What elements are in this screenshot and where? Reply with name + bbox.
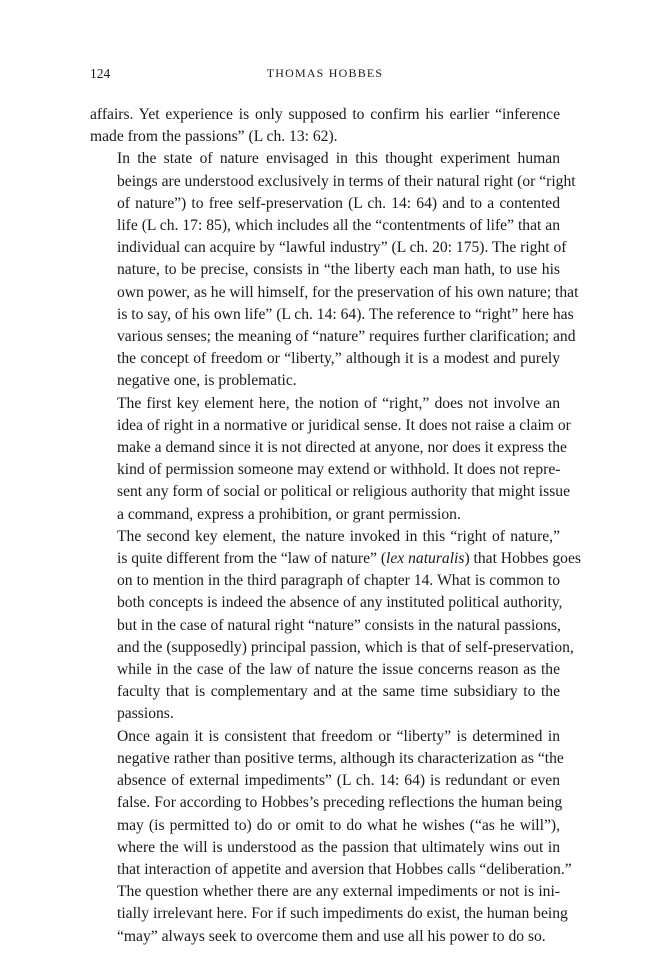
text-line: The first key element here, the notion of “right,” does not involve an <box>117 394 560 412</box>
text-line: faculty that is complementary and at the same time subsidiary to the <box>117 683 560 701</box>
text-line <box>90 548 581 570</box>
text-line: affairs. Yet experience is only supposed to confirm his earlier “inference <box>90 106 560 123</box>
text-line: a command, express a prohibition, or grant permission. <box>117 505 461 523</box>
text-line: various senses; the meaning of “nature” requires further clarification; and <box>117 328 576 346</box>
text-line: life (L ch. 17: 85), which includes all the “contentments of life” that an <box>117 217 560 235</box>
text-line: “may” always seek to overcome them and use all his power to do so. <box>117 927 546 945</box>
text-line: where the will is understood as the passion that ultimately wins out in <box>117 838 560 856</box>
text-line: made from the passions” (L ch. 13: 62). <box>90 128 338 146</box>
paragraph <box>90 148 579 392</box>
text-line: and the (supposedly) principal passion, which is that of self-preservation, <box>117 638 574 656</box>
text-line: false. For according to Hobbes’s preceding reflections the human being <box>117 794 563 812</box>
text-line: In the state of nature envisaged in this thought experiment human <box>117 150 560 168</box>
text-line: nature, to be precise, consists in “the liberty each man hath, to use his <box>117 261 560 279</box>
italic-phrase: lex naturalis <box>386 550 465 568</box>
text-line: beings are understood exclusively in terms of their natural right (or “right <box>117 172 576 190</box>
text-line: the concept of freedom or “liberty,” although it is a modest and purely <box>117 350 560 368</box>
text-line: while in the case of the law of nature the issue concerns reason as the <box>117 661 560 679</box>
page-header <box>90 66 560 86</box>
text-segment: is quite different from the “law of nature” ( <box>117 550 387 568</box>
paragraph <box>90 526 581 726</box>
text-line: is to say, of his own life” (L ch. 14: 64). The reference to “right” here has <box>117 305 574 323</box>
text-line: both concepts is indeed the absence of any instituted political authority, <box>117 594 563 612</box>
text-line: that interaction of appetite and aversion that Hobbes calls “deliberation.” <box>117 860 572 878</box>
text-line: absence of external impediments” (L ch. 14: 64) is redundant or even <box>117 772 560 790</box>
text-line: tially irrelevant here. For if such impediments do exist, the human being <box>117 905 568 923</box>
text-line: on to mention in the third paragraph of chapter 14. What is common to <box>117 572 560 590</box>
text-segment: ) that Hobbes goes <box>464 550 581 568</box>
text-line: own power, as he will himself, for the preservation of his own nature; that <box>117 283 579 301</box>
text-line: kind of permission someone may extend or withhold. It does not repre- <box>117 461 561 479</box>
text-line: make a demand since it is not directed at anyone, nor does it express the <box>117 439 567 457</box>
text-line: The second key element, the nature invoked in this “right of nature,” <box>117 527 560 545</box>
running-head: THOMAS HOBBES <box>266 66 384 80</box>
text-line: of nature”) to free self-preservation (L ch. 14: 64) and to a contented <box>117 194 560 212</box>
text-line: but in the case of natural right “nature” consists in the natural passions, <box>117 616 561 634</box>
text-line: may (is permitted to) do or omit to do what he wishes (“as he will”), <box>117 816 560 834</box>
text-line: passions. <box>117 705 174 723</box>
body-text <box>90 104 581 948</box>
text-line: individual can acquire by “lawful industry” (L ch. 20: 175). The right of <box>117 239 567 257</box>
paragraph <box>90 393 571 526</box>
text-line: The question whether there are any external impediments or not is ini- <box>117 883 560 901</box>
text-line: Once again it is consistent that freedom or “liberty” is determined in <box>117 727 560 745</box>
page-number: 124 <box>90 66 111 81</box>
paragraph <box>90 726 572 948</box>
text-line: negative rather than positive terms, although its characterization as “the <box>117 749 564 767</box>
text-line: idea of right in a normative or juridical sense. It does not raise a claim or <box>117 416 571 434</box>
text-line: negative one, is problematic. <box>117 372 297 390</box>
text-line: sent any form of social or political or religious authority that might issue <box>117 483 570 501</box>
paragraph <box>90 104 560 148</box>
